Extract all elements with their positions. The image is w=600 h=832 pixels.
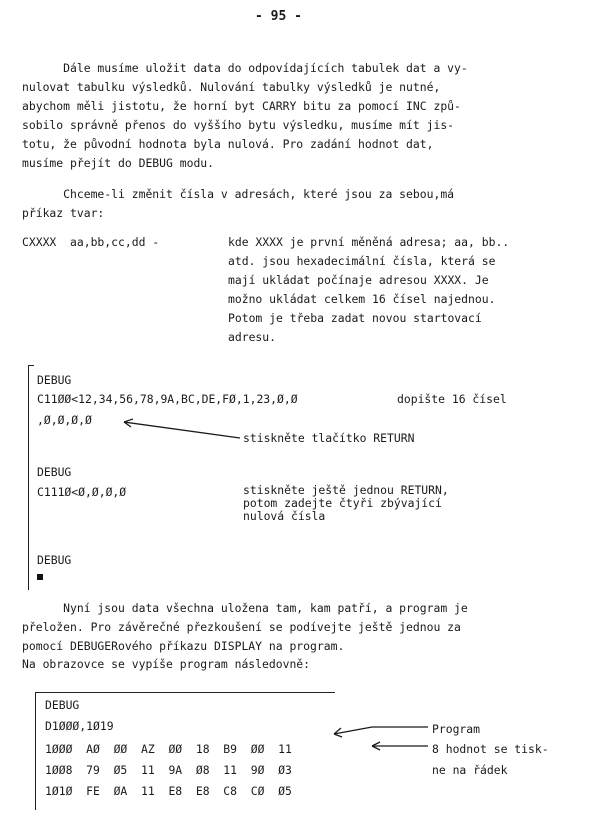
syntax-explanation-1: kde XXXX je první měněná adresa; aa, bb..: [228, 235, 510, 249]
syntax-explanation-5: Potom je třeba zadat novou startovací: [228, 311, 482, 325]
paragraph-3-line-4: Na obrazovce se vypíše program následovně:: [22, 657, 311, 671]
note-press-return-again-2: potom zadejte čtyři zbývající: [243, 496, 442, 510]
memory-row-1000: 1ØØØ AØ ØØ AZ ØØ 18 B9 ØØ 11: [45, 742, 292, 756]
paragraph-1-line-4: sobilo správně přenos do vyššího bytu výsledku, musíme mít jis-: [22, 118, 455, 132]
paragraph-3-line-1: Nyní jsou data všechna uložena tam, kam patří, a program je: [22, 601, 468, 615]
paragraph-2-line-2: příkaz tvar:: [22, 206, 105, 220]
syntax-explanation-6: adresu.: [228, 330, 277, 344]
debug-prompt-3: DEBUG: [37, 553, 72, 567]
command-c1100: C11ØØ<12,34,56,78,9A,BC,DE,FØ,1,23,Ø,Ø: [37, 392, 298, 406]
note-add-16-numbers: dopište 16 čísel: [397, 392, 507, 406]
display-command: D1ØØØ,1Ø19: [45, 719, 114, 733]
memory-row-1010: 1Ø1Ø FE ØA 11 E8 E8 C8 CØ Ø5: [45, 784, 292, 798]
page-number: - 95 -: [255, 9, 302, 24]
paragraph-3-line-3: pomocí DEBUGERového příkazu DISPLAY na program.: [22, 639, 345, 653]
paragraph-1-line-6: musíme přejít do DEBUG modu.: [22, 156, 215, 170]
command-continuation: ,Ø,Ø,Ø,Ø: [37, 413, 92, 427]
memory-row-1008: 1ØØ8 79 Ø5 11 9A Ø8 11 9Ø Ø3: [45, 763, 292, 777]
paragraph-1-line-1: Dále musíme uložit data do odpovídajících tabulek dat a vy-: [22, 61, 468, 75]
arrow-to-return-note: [124, 422, 240, 438]
debug-prompt-4: DEBUG: [45, 698, 80, 712]
note-press-return: stiskněte tlačítko RETURN: [243, 431, 415, 445]
syntax-command: CXXXX aa,bb,cc,dd -: [22, 235, 160, 249]
syntax-explanation-4: možno ukládat celkem 16 čísel najednou.: [228, 292, 496, 306]
paragraph-3-line-2: přeložen. Pro závěrečné přezkoušení se podívejte ještě jednou za: [22, 620, 461, 634]
arrow-to-program-note: [334, 727, 428, 734]
syntax-explanation-2: atd. jsou hexadecimální čísla, která se: [228, 254, 496, 268]
note-press-return-again-3: nulová čísla: [243, 509, 326, 523]
command-c1110: C111Ø<Ø,Ø,Ø,Ø: [37, 485, 127, 499]
paragraph-1-line-5: totu, že původní hodnota byla nulová. Pro zadání hodnot dat,: [22, 137, 434, 151]
syntax-explanation-3: mají ukládat počínaje adresou XXXX. Je: [228, 273, 489, 287]
note-8-values-1: 8 hodnot se tisk-: [432, 742, 549, 756]
note-program: Program: [432, 722, 481, 736]
note-8-values-2: ne na řádek: [432, 763, 508, 777]
note-press-return-again-1: stiskněte ještě jednou RETURN,: [243, 483, 449, 497]
paragraph-1-line-2: nulovat tabulku výsledků. Nulování tabulky výsledků je nutné,: [22, 80, 441, 94]
debug-prompt-2: DEBUG: [37, 465, 72, 479]
paragraph-1-line-3: abychom měli jistotu, že horní byt CARRY bitu za pomocí INC způ-: [22, 99, 461, 113]
debug-prompt-1: DEBUG: [37, 373, 72, 387]
paragraph-2-line-1: Chceme-li změnit čísla v adresách, které jsou za sebou,má: [22, 187, 455, 201]
